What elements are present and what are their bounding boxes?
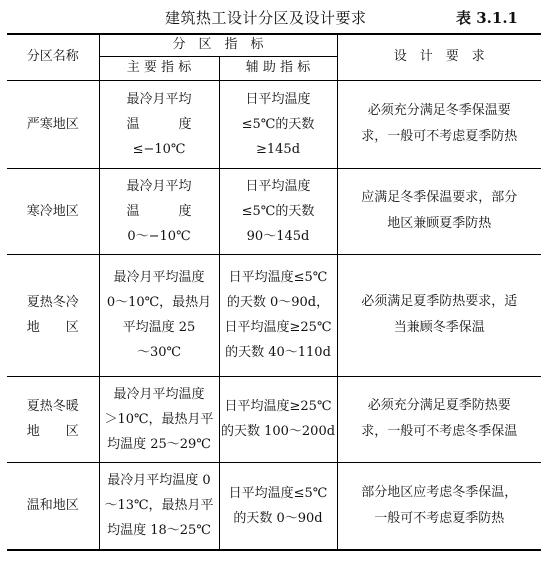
main-indicator-cell-line: 均温度 25～29℃: [107, 436, 211, 452]
zone-name-cell-line: 温和地区: [26, 498, 79, 514]
main-indicator-cell: [99, 376, 219, 462]
main-indicator-cell-line: 最冷月平均: [126, 178, 192, 194]
main-indicator-cell-line: 0～10℃，最热月: [106, 295, 212, 310]
zone-name-cell-line: 夏热冬冷: [26, 295, 79, 310]
design-requirement-cell-line: 必须满足夏季防热要求，适: [361, 294, 518, 309]
design-requirement-cell-line: 求，一般可不考虑夏季防热: [361, 129, 518, 144]
design-requirement-cell: [337, 80, 541, 168]
main-indicator-cell-line: 均温度 18～25℃: [107, 523, 211, 539]
main-indicator-cell: [99, 80, 219, 168]
main-indicator-cell-line: 平均温度 25: [122, 320, 196, 335]
design-requirement-cell-line: 地区兼顾夏季防热: [387, 216, 492, 231]
main-indicator-cell-line: 温 度: [126, 116, 192, 132]
aux-indicator-cell-line: 日平均温度≤5℃: [228, 270, 328, 285]
design-requirement-cell: [337, 168, 541, 254]
table-row: [7, 254, 541, 376]
aux-indicator-cell-line: 日平均温度≥25℃: [224, 320, 332, 335]
table-title: 建筑热工设计分区及设计要求: [165, 9, 367, 27]
header-design-requirement: 设 计 要 求: [337, 34, 541, 80]
aux-indicator-cell-line: 的天数 0～90d，: [226, 295, 330, 310]
main-indicator-cell-line: ＞10℃，最热月平: [104, 411, 214, 427]
main-indicator-cell: [99, 168, 219, 254]
main-indicator-cell: [99, 254, 219, 376]
zone-name-cell: [7, 80, 99, 168]
table-row: [7, 80, 541, 168]
design-requirement-cell-line: 必须充分满足冬季保温要: [367, 103, 511, 118]
aux-indicator-cell-line: ≤5℃的天数: [241, 116, 315, 132]
main-indicator-cell-line: ～13℃，最热月平: [104, 498, 214, 514]
aux-indicator-cell-line: 日平均温度≤5℃: [228, 485, 328, 501]
design-requirement-cell: [337, 462, 541, 550]
aux-indicator-cell-line: ≥145d: [255, 141, 301, 157]
aux-indicator-cell: [219, 254, 337, 376]
aux-indicator-cell: [219, 168, 337, 254]
aux-indicator-cell: [219, 80, 337, 168]
design-requirement-cell-line: 当兼顾冬季保温: [393, 320, 485, 335]
header-aux-indicator: 辅 助 指 标: [219, 56, 337, 80]
main-indicator-cell-line: 0～−10℃: [127, 228, 191, 244]
zone-name-cell-line: 寒冷地区: [26, 203, 79, 219]
design-requirement-cell-line: 应满足冬季保温要求，部分: [361, 190, 518, 205]
table-row: [7, 168, 541, 254]
design-requirement-cell: [337, 376, 541, 462]
design-requirement-cell-line: 求，一般可不考虑冬季保温: [361, 424, 518, 439]
zone-name-cell-line: 严寒地区: [26, 116, 79, 132]
aux-indicator-cell-line: 90～145d: [246, 228, 310, 244]
header-main-indicator: 主 要 指 标: [99, 56, 219, 80]
design-requirement-cell: [337, 254, 541, 376]
zone-name-cell-line: 夏热冬暖: [26, 399, 79, 414]
zone-name-cell-line: 地 区: [26, 424, 79, 439]
aux-indicator-cell-line: ≤5℃的天数: [241, 203, 315, 219]
table-number: 表 3.1.1: [456, 9, 518, 27]
design-requirement-cell-line: 部分地区应考虑冬季保温，: [361, 484, 518, 500]
table-caption: [0, 5, 546, 29]
zone-name-cell: [7, 376, 99, 462]
aux-indicator-cell-line: 的天数 0～90d: [233, 510, 323, 526]
table-row: [7, 376, 541, 462]
main-indicator-cell-line: 最冷月平均温度: [113, 270, 205, 285]
main-indicator-cell-line: ～30℃: [136, 345, 182, 360]
main-indicator-cell-line: ≤−10℃: [132, 141, 186, 157]
main-indicator-cell-line: 最冷月平均温度 0: [107, 473, 211, 489]
zone-name-cell: [7, 462, 99, 550]
aux-indicator-cell: [219, 376, 337, 462]
main-indicator-cell-line: 温 度: [126, 203, 192, 219]
aux-indicator-cell-line: 的天数 40～110d: [225, 345, 331, 360]
design-requirement-cell-line: 必须充分满足夏季防热要: [367, 398, 511, 413]
aux-indicator-cell: [219, 462, 337, 550]
header-indicators: 分 区 指 标: [99, 34, 337, 56]
design-requirement-cell-line: 一般可不考虑夏季防热: [374, 510, 505, 526]
aux-indicator-cell-line: 日平均温度: [245, 178, 311, 194]
main-indicator-cell: [99, 462, 219, 550]
aux-indicator-cell-line: 日平均温度: [245, 91, 311, 107]
aux-indicator-cell-line: 日平均温度≥25℃: [224, 399, 332, 414]
table-row: [7, 462, 541, 550]
main-indicator-cell-line: 最冷月平均: [126, 91, 192, 107]
main-indicator-cell-line: 最冷月平均温度: [113, 386, 205, 402]
zone-name-cell: [7, 168, 99, 254]
zone-name-cell: [7, 254, 99, 376]
zone-name-cell-line: 地 区: [26, 320, 79, 335]
header-zone-name: 分区名称: [7, 34, 99, 80]
aux-indicator-cell-line: 的天数 100～200d: [220, 424, 336, 439]
climate-zone-table: [7, 33, 541, 551]
